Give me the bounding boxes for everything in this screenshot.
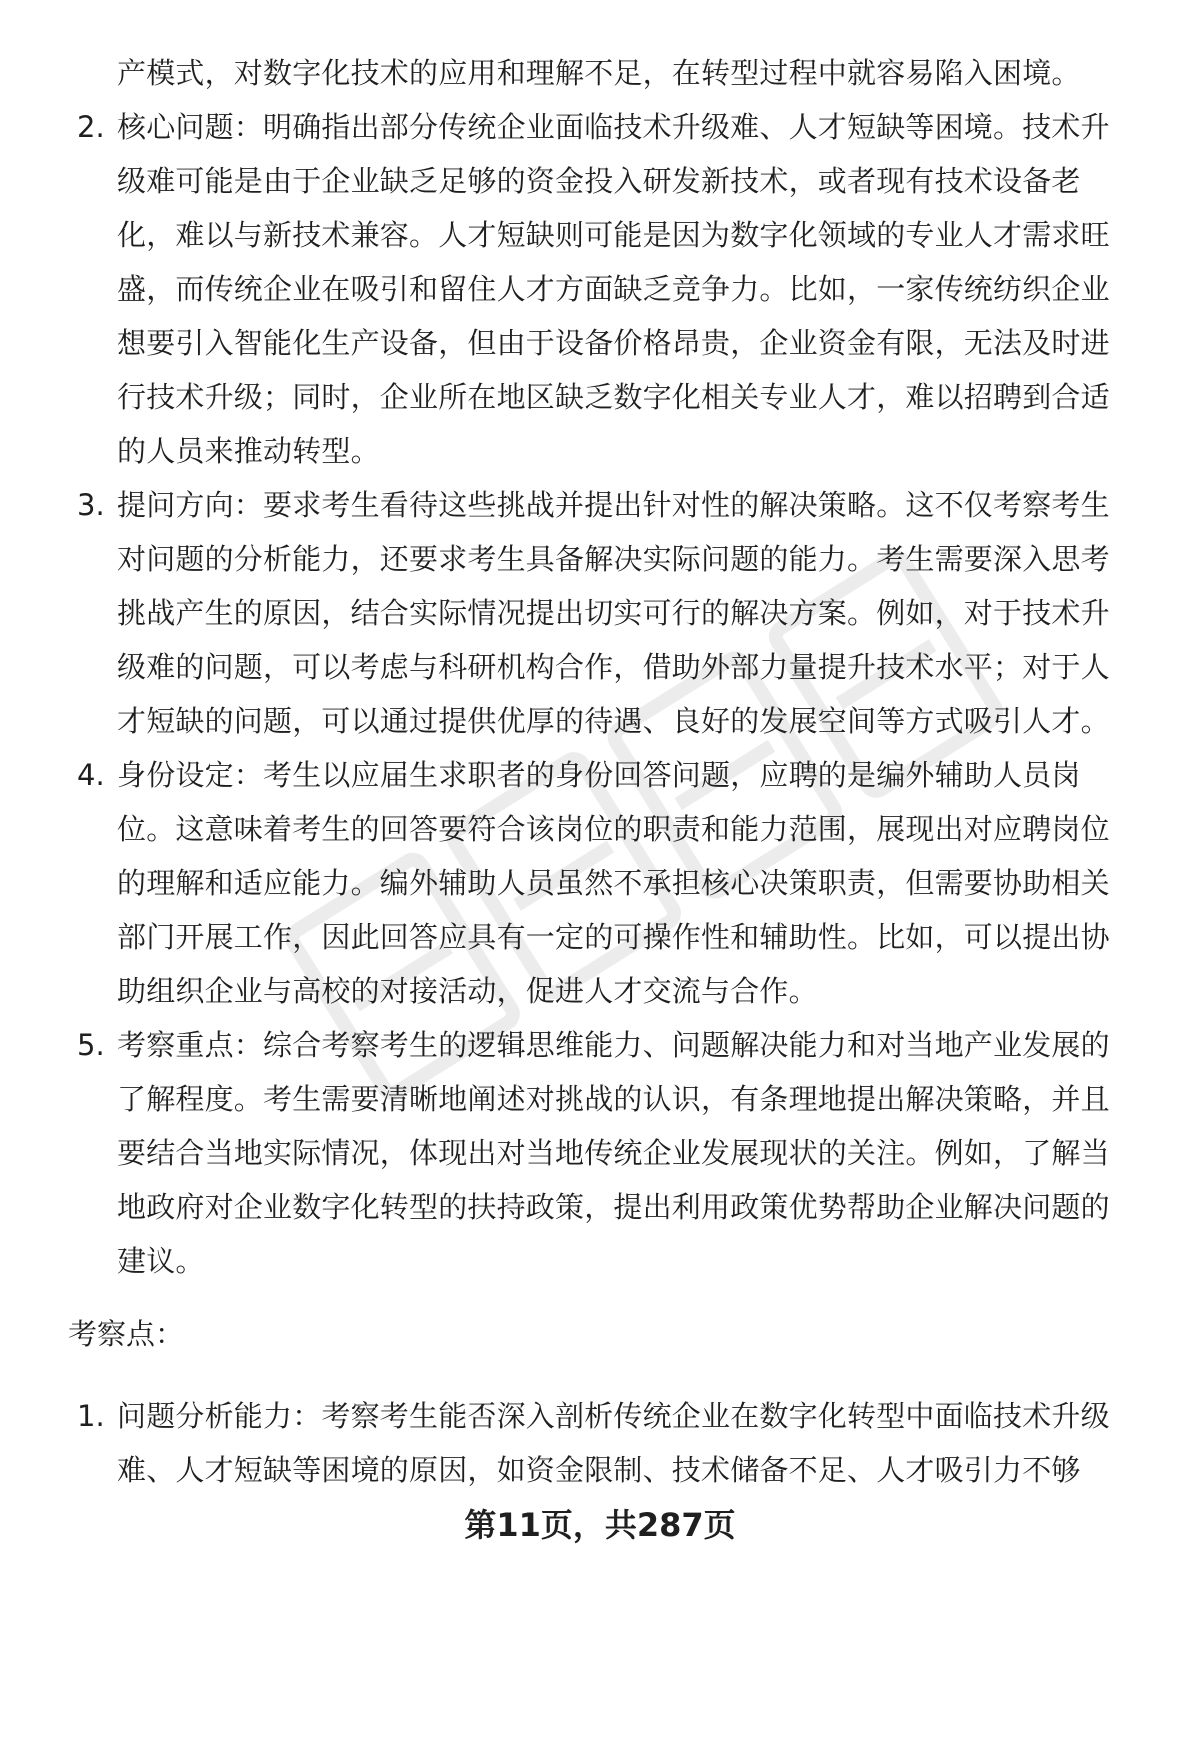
item-line: 想要引入智能化生产设备，但由于设备价格昂贵，企业资金有限，无法及时进 [117, 326, 1110, 360]
item-line: 助组织企业与高校的对接活动，促进人才交流与合作。 [117, 974, 818, 1008]
item-line: 对问题的分析能力，还要求考生具备解决实际问题的能力。考生需要深入思考 [117, 542, 1110, 576]
item-line: 的理解和适应能力。编外辅助人员虽然不承担核心决策职责，但需要协助相关 [117, 866, 1110, 900]
item-number: 1. [77, 1399, 105, 1433]
item-line: 考察重点：综合考察考生的逻辑思维能力、问题解决能力和对当地产业发展的 [117, 1028, 1110, 1062]
item-number: 5. [77, 1028, 105, 1062]
item-line: 才短缺的问题，可以通过提供优厚的待遇、良好的发展空间等方式吸引人才。 [117, 704, 1110, 738]
item-line: 化，难以与新技术兼容。人才短缺则可能是因为数字化领域的专业人才需求旺 [117, 218, 1110, 252]
page-number-footer: 第11页，共287页 [464, 1506, 736, 1544]
item-line: 级难的问题，可以考虑与科研机构合作，借助外部力量提升技术水平；对于人 [117, 650, 1110, 684]
item-line: 核心问题：明确指出部分传统企业面临技术升级难、人才短缺等困境。技术升 [117, 110, 1110, 144]
item-line: 建议。 [117, 1244, 205, 1278]
item-line: 要结合当地实际情况，体现出对当地传统企业发展现状的关注。例如，了解当 [117, 1136, 1110, 1170]
item-line: 级难可能是由于企业缺乏足够的资金投入研发新技术，或者现有技术设备老 [117, 164, 1081, 198]
intro-tail-line: 产模式，对数字化技术的应用和理解不足，在转型过程中就容易陷入困境。 [117, 56, 1081, 90]
section-title: 考察点： [68, 1317, 185, 1351]
item-line: 的人员来推动转型。 [117, 434, 380, 468]
item-line: 行技术升级；同时，企业所在地区缺乏数字化相关专业人才，难以招聘到合适 [117, 380, 1110, 414]
item-line: 挑战产生的原因，结合实际情况提出切实可行的解决方案。例如，对于技术升 [117, 596, 1110, 630]
item-number: 2. [77, 110, 105, 144]
item-number: 4. [77, 758, 105, 792]
item-line: 身份设定：考生以应届生求职者的身份回答问题，应聘的是编外辅助人员岗 [117, 758, 1081, 792]
item-line: 提问方向：要求考生看待这些挑战并提出针对性的解决策略。这不仅考察考生 [117, 488, 1110, 522]
item-line: 了解程度。考生需要清晰地阐述对挑战的认识，有条理地提出解决策略，并且 [117, 1082, 1110, 1116]
item-line: 难、人才短缺等困境的原因，如资金限制、技术储备不足、人才吸引力不够 [117, 1453, 1081, 1487]
item-number: 3. [77, 488, 105, 522]
item-line: 部门开展工作，因此回答应具有一定的可操作性和辅助性。比如，可以提出协 [117, 920, 1110, 954]
item-line: 盛，而传统企业在吸引和留住人才方面缺乏竞争力。比如，一家传统纺织企业 [117, 272, 1110, 306]
item-line: 问题分析能力：考察考生能否深入剖析传统企业在数字化转型中面临技术升级 [117, 1399, 1110, 1433]
item-line: 地政府对企业数字化转型的扶持政策，提出利用政策优势帮助企业解决问题的 [117, 1190, 1110, 1224]
item-line: 位。这意味着考生的回答要符合该岗位的职责和能力范围，展现出对应聘岗位 [117, 812, 1110, 846]
